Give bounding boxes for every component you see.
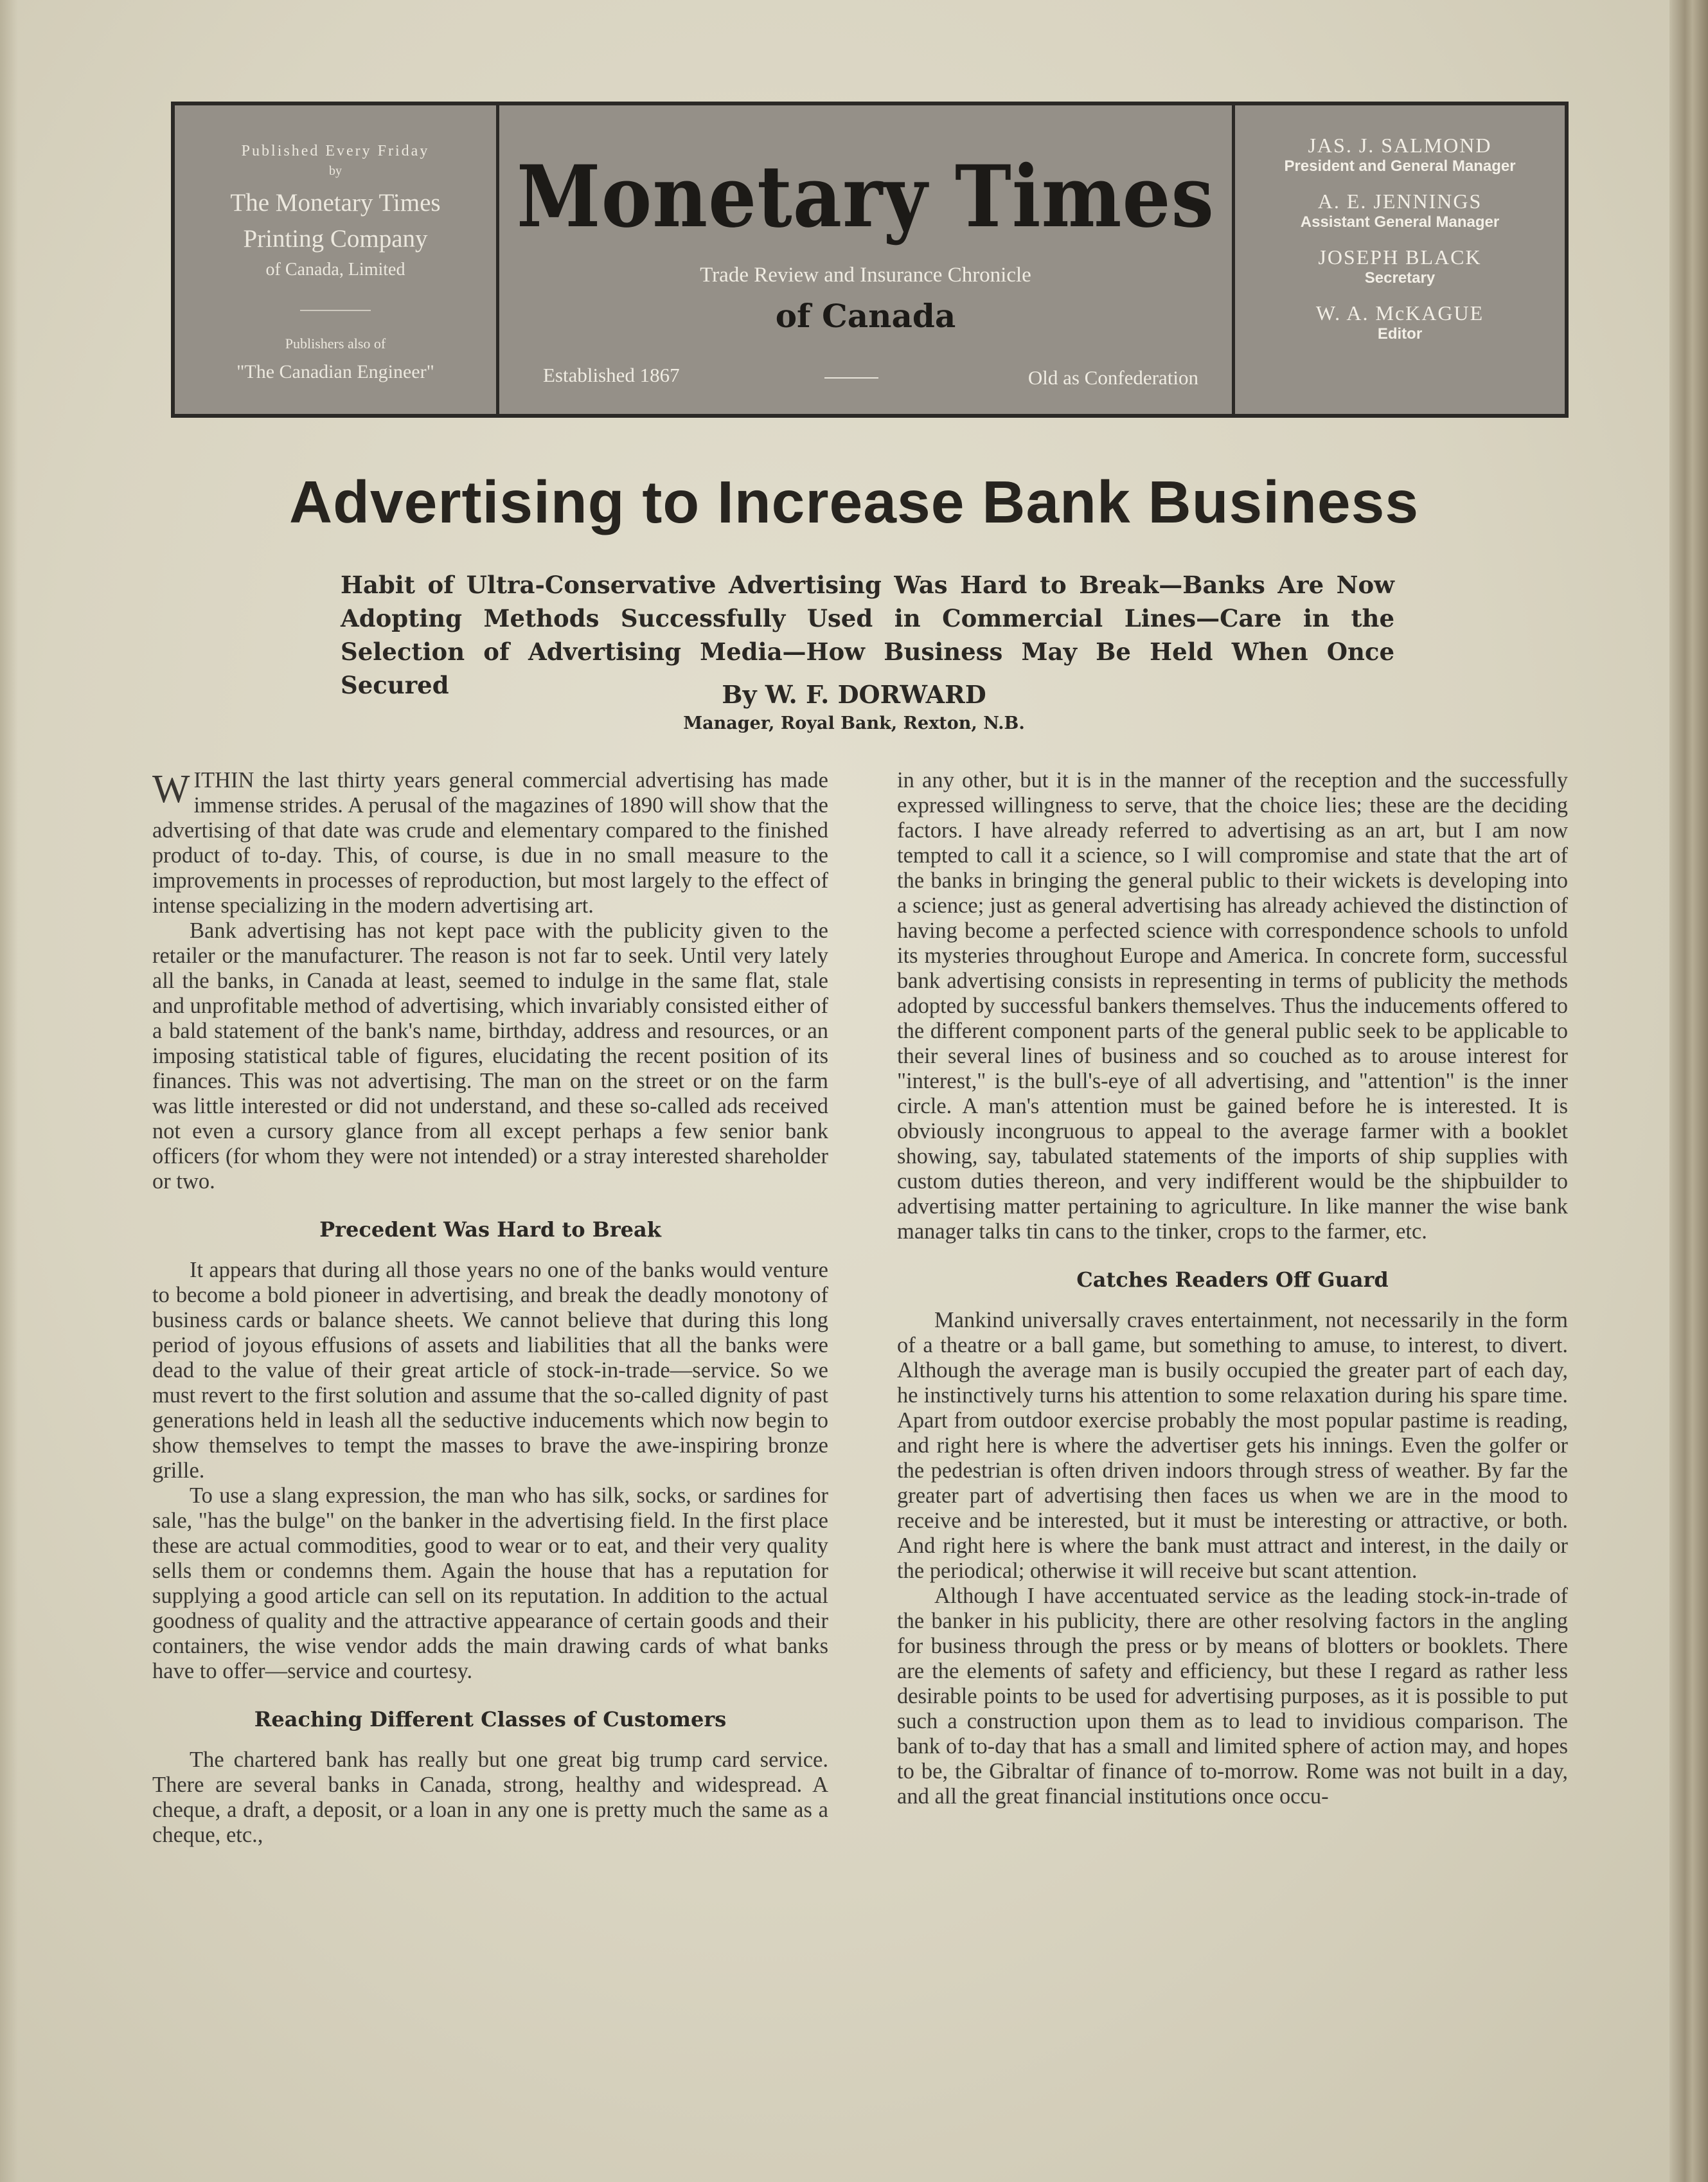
article-deck: Habit of Ultra-Conservative Advertising Was Hard to Break—Banks Are Now Adopting Methods Successfully Used in Commercial Lines—Care in the Selection of Advertising Media—How Business May Be Held When Once Secured [341,571,1394,699]
paragraph: The chartered bank has really but one great big trump card service. There are several banks in Canada, strong, healthy and widespread. A cheque, a draft, a deposit, or a loan in any one is pretty much the same as a cheque, etc., [152,1748,828,1847]
publishers-also-of: Publishers also of [285,335,386,352]
staff-role: Editor [1377,325,1423,343]
company-line-1: The Monetary Times [230,189,441,217]
staff-name: W. A. McKAGUE [1315,301,1484,325]
masthead-tagline: Trade Review and Insurance Chronicle [700,264,1031,287]
paragraph: It appears that during all those years no one of the banks would venture to become a bold pioneer in advertising, and break the deadly monotony of business cards or balance sheets. We cannot believe that during this long period of joyous effusions of assets and liabilities that all the banks were dead to the value of their great article of stock-in-trade—service. So we must revert to the first solution and assume that the so-called dignity of past generations held in leash all the seductive inducements which now begin to show themselves to tempt the masses to brave the awe-inspiring bronze grille. [152,1258,828,1483]
masthead-publisher-panel [175,105,499,414]
staff-name: JOSEPH BLACK [1318,246,1482,269]
article-column-left [152,768,828,1848]
article-headline: Advertising to Increase Bank Business [289,469,1419,535]
section-heading: Reaching Different Classes of Customers [254,1707,727,1731]
section-heading: Catches Readers Off Guard [1076,1267,1389,1292]
paragraph: in any other, but it is in the manner of the reception and the successfully expressed willingness to serve, that the choice lies; these are the deciding factors. I have already referred to advertising as an art, but I am now tempted to call it a science, so I will compromise and state that the art of the banks in bringing the general public to their wickets is developing into a science; just as general advertising has already achieved the distinction of having become a perfected science with correspondence schools to unfold its mysteries throughout Europe and America. In concrete form, successful bank advertising consists in representing in terms of publicity the methods adopted by successful bankers themselves. Thus the inducements offered to the different component parts of the general public seek to be applicable to their several lines of business and so couched as to arouse interest for "interest," is the bull's-eye of all advertising, and "attention" is the inner circle. A man's attention must be gained before he is interested. It is obviously incongruous to appeal to the average farmer with a booklet showing, say, tabulated statements of the imports of ship supplies with custom duties thereon, and very indifferent would be the shipbuilder to advertising matter pertaining to agriculture. In like manner the wise bank manager talks tin cans to the tinker, crops to the farmer, etc. [897,768,1568,1244]
masthead-title: Monetary Times [517,146,1214,247]
masthead [171,102,1569,418]
company-line-3: of Canada, Limited [265,260,405,280]
article-column-right [897,768,1568,1809]
page-edges [1669,0,1708,2182]
section-heading: Precedent Was Hard to Break [319,1217,661,1242]
paragraph: WITHIN the last thirty years general commercial advertising has made immense strides. A perusal of the magazines of 1890 will show that the advertising of that date was crude and elementary compared to the finished product of to-day. This, of course, is due in no small measure to the improvements in processes of reproduction, but most largely to the effect of intense specializing in the modern advertising art. [152,767,828,918]
staff-role: Secretary [1364,269,1436,287]
staff-name: A. E. JENNINGS [1317,190,1482,213]
staff-role: President and General Manager [1284,157,1516,175]
binding-shadow [0,0,18,2182]
article-byline: By W. F. DORWARD [722,680,986,709]
masthead-title-panel [499,105,1235,414]
paragraph: Mankind universally craves entertainment, not necessarily in the form of a theatre or a ball game, but something to amuse, to interest, to divert. Although the average man is busily occupied the greater part of each day, he instinctively turns his attention to some relaxation during his spare time. Apart from outdoor exercise probably the most popular pastime is reading, and right here is where the advertiser gets his innings. Even the golfer or the pedestrian is often driven indoors through stress of weather. By far the greater part of advertising then faces us when we are in the mood to receive and be interested, but it must be interesting or attractive, or both. And right here is where the bank must attract and interest, in the daily or the periodical; otherwise it will receive but scant attention. [897,1308,1568,1583]
author-affiliation: Manager, Royal Bank, Rexton, N.B. [683,713,1025,733]
masthead-of-canada: of Canada [775,297,956,335]
company-line-2: Printing Company [243,225,428,253]
divider [824,377,878,379]
paragraph: Although I have accentuated service as the leading stock-in-trade of the banker in his publicity, there are other resolving factors in the angling for business through the press or by means of blotters or booklets. There are the elements of safety and efficiency, but these I regard as rather less desirable points to be used for advertising purposes, as it is possible to put such a construction upon them as to lead to invidious comparison. The bank of to-day that has a small and limited sphere of action may, and hopes to be, the Gibraltar of finance of to-morrow. Rome was not built in a day, and all the great financial institutions once occu- [897,1584,1568,1809]
published-every-friday: Published Every Friday [241,143,430,159]
old-as-confederation: Old as Confederation [1027,366,1198,389]
masthead-staff-panel [1235,105,1565,414]
paragraph: Bank advertising has not kept pace with the publicity given to the retailer or the manufacturer. The reason is not far to seek. Until very lately all the banks, in Canada at least, seemed to indulge in the same flat, stale and unprofitable method of advertising, which invariably consisted either of a bald statement of the bank's name, birthday, address and resources, or an imposing statistical table of figures, elucidating the recent position of its finances. This was not advertising. The man on the street or on the farm was little interested or did not understand, and these so-called ads received not even a cursory glance from all except perhaps a few senior bank officers (for whom they were not intended) or a stray interested shareholder or two. [152,918,828,1194]
staff-name: JAS. J. SALMOND [1308,134,1492,157]
divider [300,310,371,311]
established: Established 1867 [543,364,680,386]
canadian-engineer: "The Canadian Engineer" [236,361,434,382]
paragraph: To use a slang expression, the man who has silk, socks, or sardines for sale, "has the bulge" on the banker in the advertising field. In the first place these are actual commodities, good to wear or to eat, and their very quality sells them or condemns them. Again the house that has a reputation for supplying a good article can sell on its reputation. In addition to the actual goodness of quality and the attractive appearance of certain goods and their containers, the wise vendor adds the main drawing cards of what banks have to offer—service and courtesy. [152,1483,828,1683]
by-label: by [329,164,342,178]
staff-role: Assistant General Manager [1300,213,1500,231]
